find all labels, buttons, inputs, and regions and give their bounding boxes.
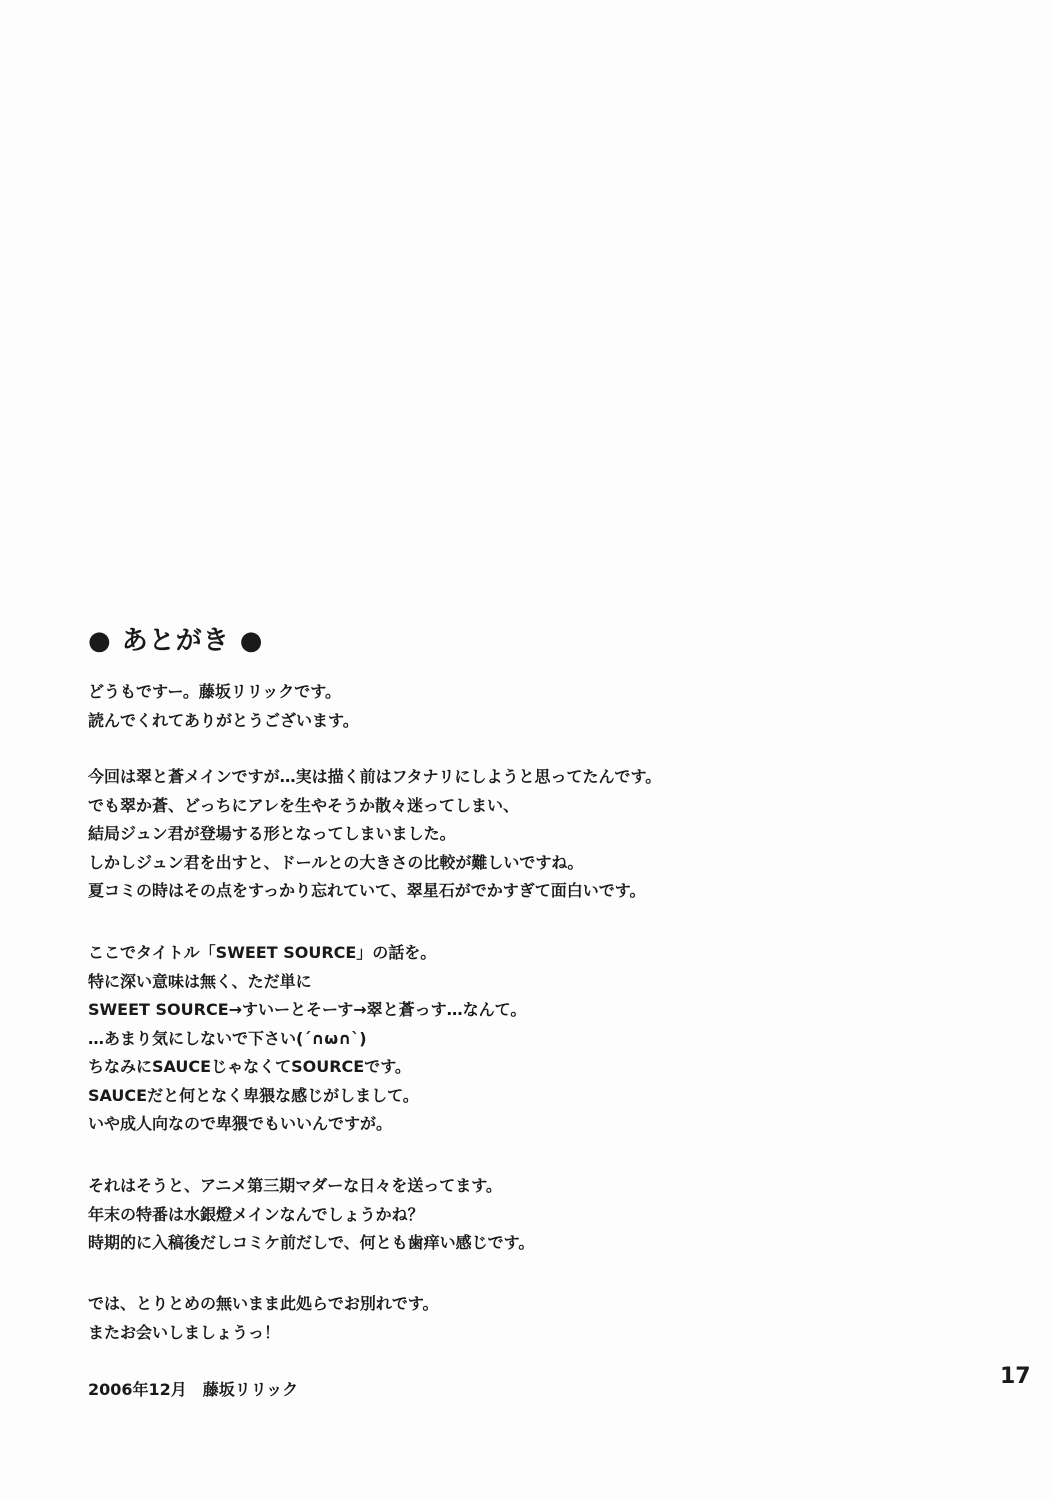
text-line: SWEET SOURCE→すいーとそーす→翠と蒼っす…なんて。 bbox=[88, 1000, 527, 1019]
page-number: 17 bbox=[1000, 1364, 1031, 1389]
text-line: 今回は翠と蒼メインですが…実は描く前はフタナリにしようと思ってたんです。 bbox=[88, 767, 662, 786]
text-line: どうもですー。藤坂リリックです。 bbox=[88, 682, 341, 701]
text-line: ここでタイトル「SWEET SOURCE」の話を。 bbox=[88, 943, 437, 962]
text-line: 特に深い意味は無く、ただ単に bbox=[88, 971, 312, 991]
text-line: それはそうと、アニメ第三期マダーな日々を送ってます。 bbox=[88, 1176, 502, 1195]
text-line: 年末の特番は水銀燈メインなんでしょうかね？ bbox=[88, 1204, 424, 1224]
signature-date-author: 2006年12月 藤坂リリック bbox=[88, 1380, 299, 1399]
paragraph-story bbox=[88, 763, 661, 906]
text-line: いや成人向なので卑猥でもいいんですが。 bbox=[88, 1114, 393, 1133]
text-line: SAUCEだと何となく卑猥な感じがしまして。 bbox=[88, 1085, 419, 1105]
paragraph-farewell bbox=[88, 1290, 439, 1347]
text-line: しかしジュン君を出すと、ドールとの大きさの比較が難しいですね。 bbox=[88, 852, 584, 872]
paragraph-greeting bbox=[88, 678, 359, 735]
text-line: では、とりとめの無いまま此処らでお別れです。 bbox=[88, 1294, 439, 1313]
text-line: 結局ジュン君が登場する形となってしまいました。 bbox=[88, 824, 456, 843]
paragraph-title bbox=[88, 939, 526, 1139]
text-line: 時期的に入稿後だしコミケ前だしで、何とも歯痒い感じです。 bbox=[88, 1233, 535, 1252]
text-line: 夏コミの時はその点をすっかり忘れていて、翠星石がでかすぎて面白いです。 bbox=[88, 881, 646, 900]
text-line: …あまり気にしないで下さい(´∩ω∩`) bbox=[88, 1028, 367, 1048]
text-line: でも翠か蒼、どっちにアレを生やそうか散々迷ってしまい、 bbox=[88, 795, 520, 815]
paragraph-anime bbox=[88, 1172, 534, 1258]
text-line: ちなみにSAUCEじゃなくてSOURCEです。 bbox=[88, 1057, 411, 1076]
text-line: 読んでくれてありがとうございます。 bbox=[88, 710, 359, 730]
afterword-heading: ● あとがき ● bbox=[88, 626, 264, 656]
text-line: またお会いしましょうっ！ bbox=[88, 1322, 281, 1342]
